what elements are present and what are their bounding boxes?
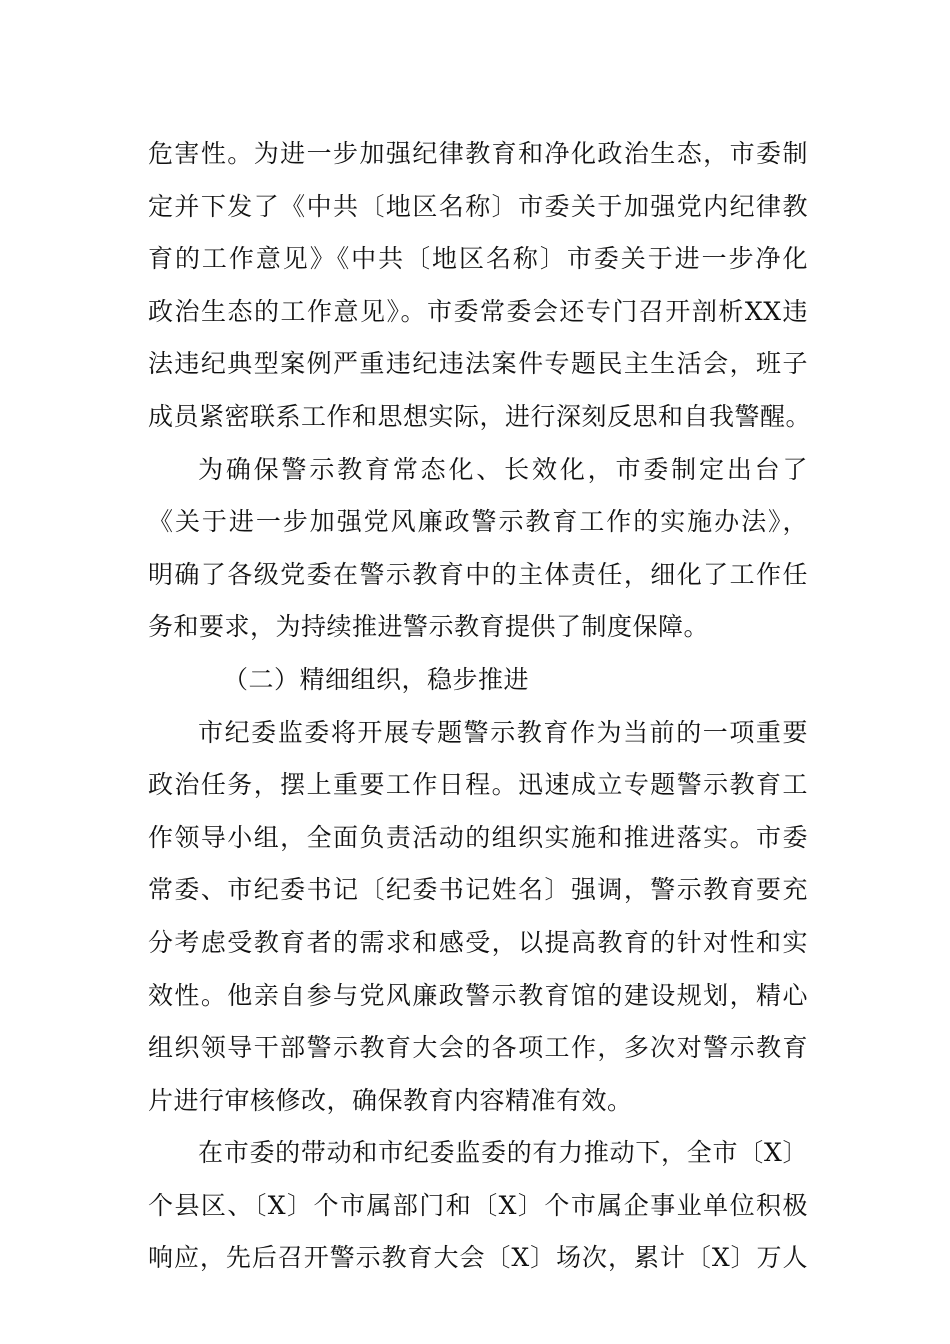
text-line: 为确保警示教育常态化、长效化，市委制定出台了 bbox=[198, 454, 808, 484]
text-line: 定并下发了《中共〔地区名称〕市委关于加强党内纪律教 bbox=[148, 191, 808, 221]
paragraph bbox=[148, 1127, 808, 1285]
text-line: 政治生态的工作意见》。市委常委会还专门召开剖析XX违 bbox=[148, 296, 808, 326]
text-line: 组织领导干部警示教育大会的各项工作，多次对警示教育 bbox=[148, 1033, 808, 1063]
text-line: 明确了各级党委在警示教育中的主体责任，细化了工作任 bbox=[148, 559, 808, 589]
text-line: 成员紧密联系工作和思想实际，进行深刻反思和自我警醒。 bbox=[148, 401, 812, 431]
text-line: 效性。他亲自参与党风廉政警示教育馆的建设规划，精心 bbox=[148, 980, 808, 1010]
paragraph bbox=[148, 128, 812, 444]
document-body bbox=[148, 128, 812, 1285]
text-line: 响应，先后召开警示教育大会〔X〕场次，累计〔X〕万人 bbox=[148, 1243, 808, 1273]
section-heading bbox=[148, 654, 808, 707]
text-line: 作领导小组，全面负责活动的组织实施和推进落实。市委 bbox=[148, 822, 808, 852]
text-line: 危害性。为进一步加强纪律教育和净化政治生态，市委制 bbox=[148, 139, 808, 168]
text-line: 片进行审核修改，确保教育内容精准有效。 bbox=[148, 1085, 633, 1115]
text-line: 分考虑受教育者的需求和感受，以提高教育的针对性和实 bbox=[148, 927, 808, 957]
text-line: 育的工作意见》《中共〔地区名称〕市委关于进一步净化 bbox=[148, 244, 808, 274]
text-line: 市纪委监委将开展专题警示教育作为当前的一项重要 bbox=[198, 717, 808, 747]
text-line: 个县区、〔X〕个市属部门和〔X〕个市属企事业单位积极 bbox=[148, 1190, 808, 1220]
text-line: 法违纪典型案例严重违纪违法案件专题民主生活会，班子 bbox=[148, 349, 808, 379]
paragraph bbox=[148, 707, 808, 1128]
paragraph bbox=[148, 444, 808, 654]
heading-text: （二）精细组织，稳步推进 bbox=[223, 664, 530, 694]
text-line: 政治任务，摆上重要工作日程。迅速成立专题警示教育工 bbox=[148, 770, 808, 800]
text-line: 务和要求，为持续推进警示教育提供了制度保障。 bbox=[148, 612, 710, 642]
text-line: 在市委的带动和市纪委监委的有力推动下，全市〔X〕 bbox=[198, 1138, 808, 1168]
text-line: 常委、市纪委书记〔纪委书记姓名〕强调，警示教育要充 bbox=[148, 875, 808, 905]
text-line: 《关于进一步加强党风廉政警示教育工作的实施办法》， bbox=[148, 507, 808, 537]
